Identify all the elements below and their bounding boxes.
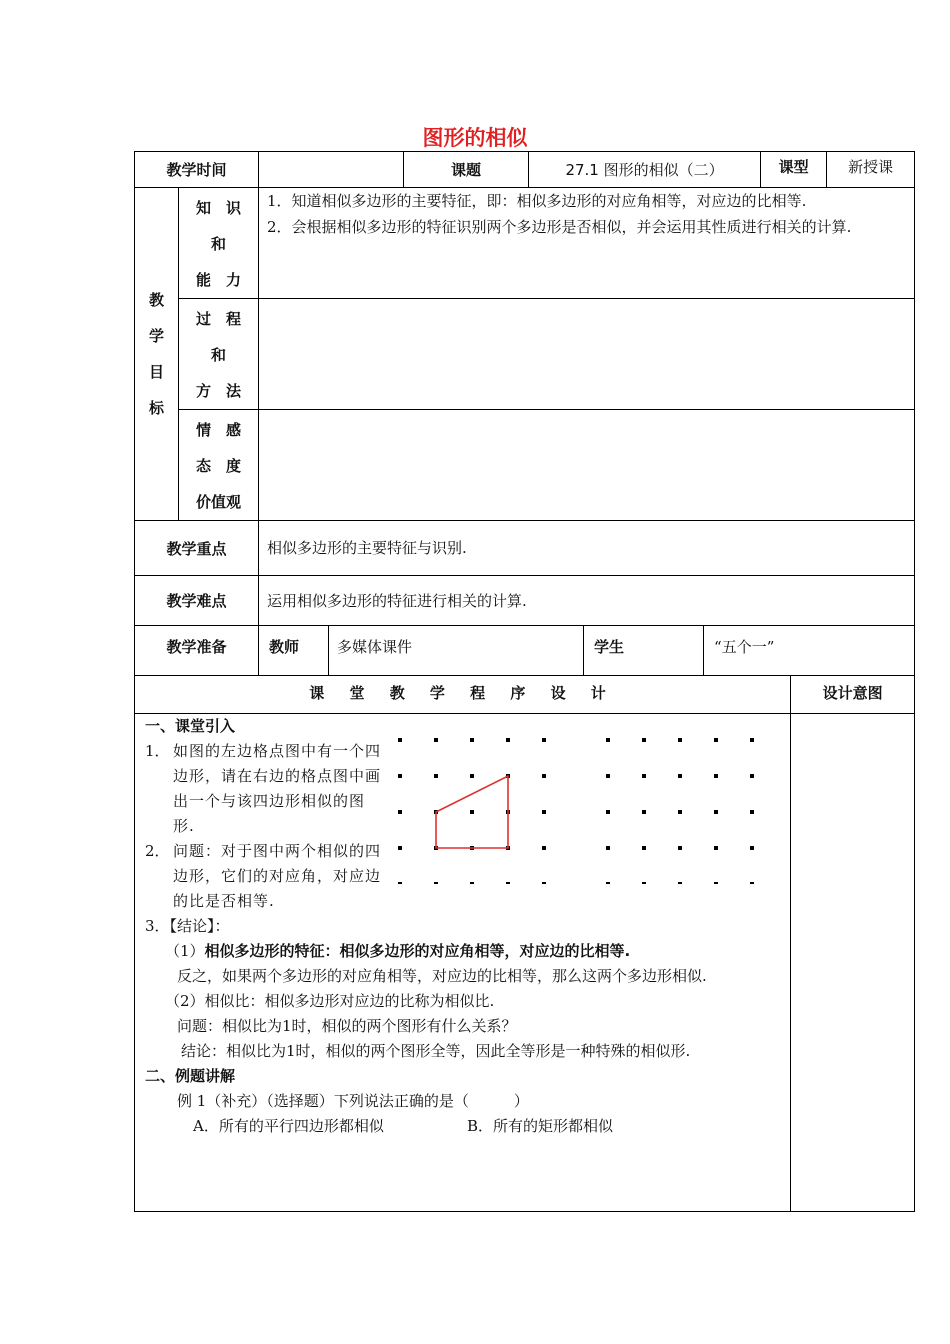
right-lattice-dot bbox=[642, 846, 646, 850]
key-point-label: 教学重点 bbox=[135, 521, 259, 576]
conclusion-1-converse: 反之，如果两个多边形的对应角相等，对应边的比相等，那么这两个多边形相似. bbox=[177, 967, 707, 985]
left-lattice-dot bbox=[434, 738, 438, 742]
right-lattice-dot bbox=[750, 738, 754, 742]
type-label: 课型 bbox=[761, 152, 827, 188]
goals-label: 教 学 目 标 bbox=[135, 188, 179, 521]
conclusion-heading: 3．【结论】： bbox=[145, 917, 230, 935]
left-lattice-dot bbox=[434, 774, 438, 778]
goal-knowledge-label: 知 识 和 能 力 bbox=[179, 188, 259, 299]
right-lattice-dot bbox=[642, 810, 646, 814]
goal-process-label: 过 程 和 方 法 bbox=[179, 299, 259, 410]
conclusion-2: （2）相似比：相似多边形对应边的比称为相似比. bbox=[165, 992, 495, 1010]
teacher-label: 教师 bbox=[259, 626, 329, 676]
type-value: 新授课 bbox=[827, 152, 915, 188]
page-title: 图形的相似 bbox=[422, 126, 528, 150]
procedure-content bbox=[135, 714, 791, 1212]
left-lattice-dot bbox=[542, 738, 546, 742]
example-1: 例 1（补充）（选择题）下列说法正确的是（ ） bbox=[177, 1092, 529, 1110]
right-lattice-dot bbox=[678, 738, 682, 742]
left-lattice-dot bbox=[542, 846, 546, 850]
right-lattice-dot bbox=[606, 774, 610, 778]
left-lattice-dot bbox=[470, 810, 474, 814]
goal-process-content bbox=[259, 299, 915, 410]
student-value: “五个一” bbox=[704, 626, 915, 676]
right-lattice-dot bbox=[750, 774, 754, 778]
difficulty-value: 运用相似多边形的特征进行相关的计算. bbox=[259, 576, 915, 626]
right-lattice-dot bbox=[606, 882, 610, 884]
conclusion-2-question: 问题：相似比为1时，相似的两个图形有什么关系？ bbox=[177, 1017, 517, 1035]
left-lattice-dot bbox=[542, 810, 546, 814]
topic-value: 27.1 图形的相似（二） bbox=[529, 152, 761, 188]
left-lattice-dot bbox=[398, 846, 402, 850]
example-1-options bbox=[145, 1114, 782, 1139]
question-1: 1． 如图的左边格点图中有一个四边形，请在右边的格点图中画出一个与该四边形相似的图形. bbox=[145, 742, 382, 835]
left-lattice-dot bbox=[470, 882, 474, 884]
right-lattice-dot bbox=[642, 882, 646, 884]
preparation-label: 教学准备 bbox=[135, 626, 259, 676]
section2-title: 二、例题讲解 bbox=[145, 1067, 236, 1085]
right-lattice-dot bbox=[714, 738, 718, 742]
left-lattice-dot bbox=[398, 810, 402, 814]
question-2: 2． 问题：对于图中两个相似的四边形，它们的对应角，对应边的比是否相等. bbox=[145, 842, 382, 910]
left-lattice-dot bbox=[470, 774, 474, 778]
difficulty-label: 教学难点 bbox=[135, 576, 259, 626]
left-lattice-dot bbox=[506, 738, 510, 742]
right-lattice-dot bbox=[750, 882, 754, 884]
conclusion-1: （1）相似多边形的特征：相似多边形的对应角相等，对应边的比相等. bbox=[165, 942, 631, 960]
option-b: B．所有的矩形都相似 bbox=[467, 1117, 614, 1135]
right-lattice-dot bbox=[678, 846, 682, 850]
right-lattice-dot bbox=[714, 846, 718, 850]
right-lattice-dot bbox=[642, 774, 646, 778]
intent-header: 设计意图 bbox=[791, 676, 915, 714]
right-lattice-dot bbox=[678, 774, 682, 778]
right-lattice-dot bbox=[678, 810, 682, 814]
key-point-value: 相似多边形的主要特征与识别. bbox=[259, 521, 915, 576]
right-lattice-dot bbox=[750, 810, 754, 814]
intent-content bbox=[791, 714, 915, 1212]
right-lattice-dot bbox=[642, 738, 646, 742]
left-lattice-dot bbox=[398, 738, 402, 742]
right-lattice-dot bbox=[606, 738, 610, 742]
goal-knowledge-content: 1．知道相似多边形的主要特征，即：相似多边形的对应角相等，对应边的比相等. 2．会根据相似多边形的特征识别两个多边形是否相似，并会运用其性质进行相关的计算. bbox=[259, 188, 915, 299]
left-lattice-dot bbox=[398, 774, 402, 778]
goal-emotion-content bbox=[259, 410, 915, 521]
left-lattice-dot bbox=[542, 774, 546, 778]
right-lattice-dot bbox=[714, 882, 718, 884]
student-label: 学生 bbox=[584, 626, 704, 676]
conclusion-2-result: 结论：相似比为1时，相似的两个图形全等，因此全等形是一种特殊的相似形. bbox=[181, 1042, 691, 1060]
section1-title: 一、课堂引入 bbox=[145, 717, 236, 735]
left-lattice-dot bbox=[542, 882, 546, 884]
right-lattice-dot bbox=[606, 810, 610, 814]
left-lattice-dot bbox=[506, 882, 510, 884]
right-lattice-dot bbox=[678, 882, 682, 884]
lesson-plan-table bbox=[134, 151, 915, 1212]
lattice-figure bbox=[390, 734, 760, 884]
right-lattice-dot bbox=[606, 846, 610, 850]
procedure-header: 课 堂 教 学 程 序 设 计 bbox=[135, 676, 791, 714]
time-value bbox=[259, 152, 404, 188]
right-lattice-dot bbox=[714, 774, 718, 778]
left-lattice-dot bbox=[398, 882, 402, 884]
right-lattice-dot bbox=[714, 810, 718, 814]
left-lattice-dot bbox=[470, 738, 474, 742]
goal-emotion-label: 情 感 态 度 价值观 bbox=[179, 410, 259, 521]
left-lattice-dot bbox=[434, 882, 438, 884]
option-a: A．所有的平行四边形都相似 bbox=[193, 1117, 384, 1135]
time-label: 教学时间 bbox=[135, 152, 259, 188]
topic-label: 课题 bbox=[404, 152, 529, 188]
lattice-svg bbox=[390, 734, 760, 884]
teacher-value: 多媒体课件 bbox=[329, 626, 584, 676]
right-lattice-dot bbox=[750, 846, 754, 850]
